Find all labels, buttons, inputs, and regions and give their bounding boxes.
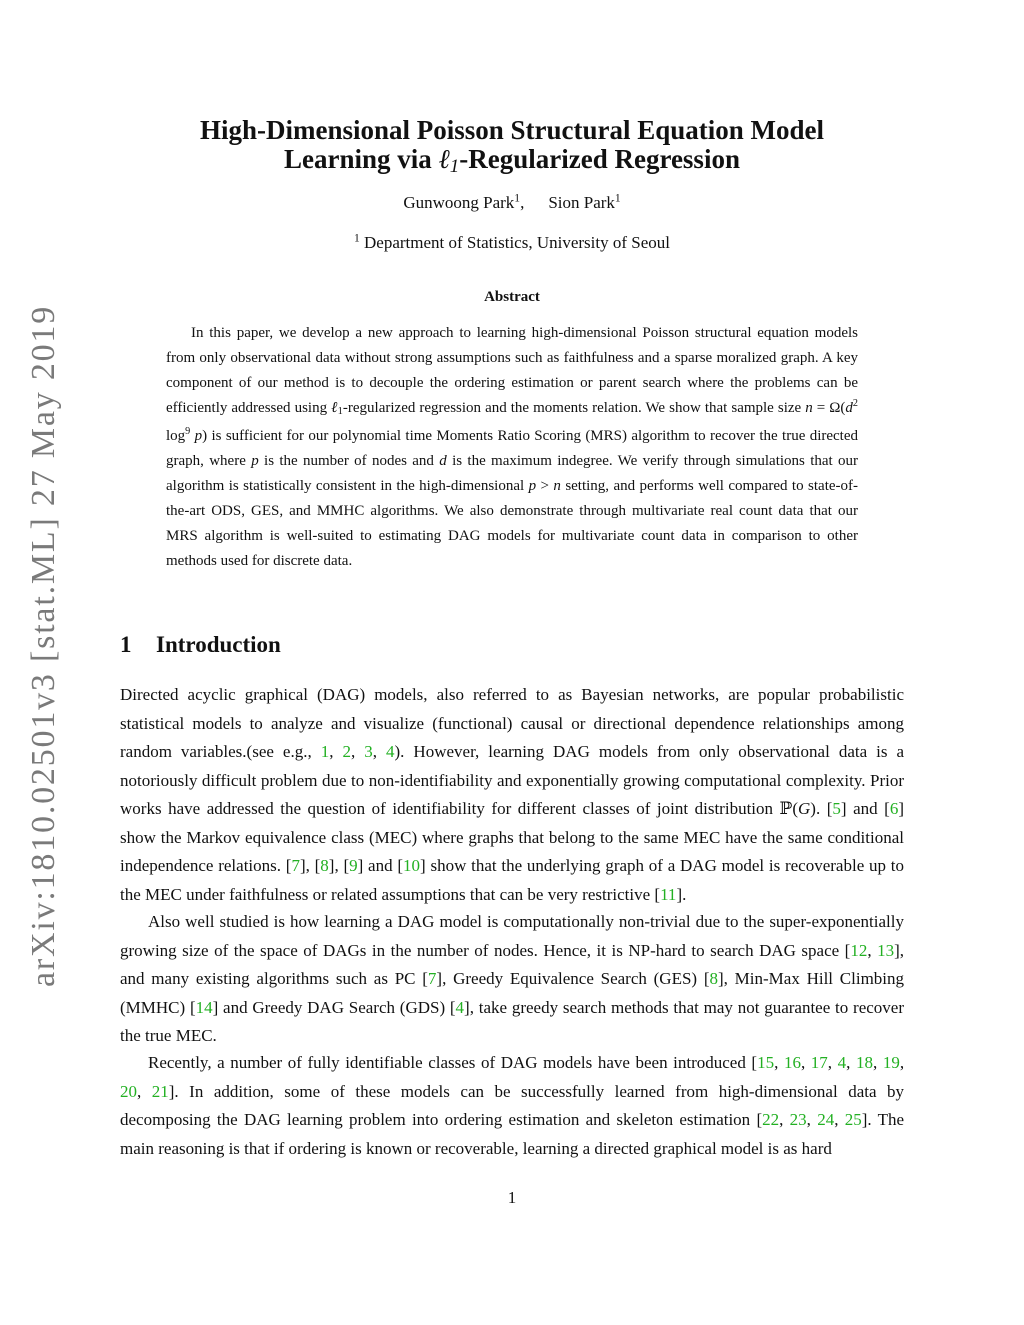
arxiv-identifier-stamp[interactable]: arXiv:1810.02501v3 [stat.ML] 27 May 2019 xyxy=(25,304,62,988)
citation-link[interactable]: 13 xyxy=(877,940,895,960)
section-heading-introduction xyxy=(120,632,281,658)
title-line-1: High-Dimensional Poisson Structural Equation Model xyxy=(199,115,825,145)
citation-link[interactable]: 4 xyxy=(386,742,395,761)
citation-link[interactable]: 17 xyxy=(810,1053,828,1072)
citation-link[interactable]: 20 xyxy=(120,1081,137,1101)
citation-link[interactable]: 6 xyxy=(889,799,899,818)
citation-link[interactable]: 4 xyxy=(837,1053,847,1072)
citation-link[interactable]: 5 xyxy=(832,799,841,818)
ell-symbol: ℓ$_1$ xyxy=(438,144,460,177)
math-joint-distribution: ℙ(G) xyxy=(779,799,816,818)
citation-link[interactable]: 21 xyxy=(151,1081,169,1101)
affiliation: $^1$ Department of Statistics, University of Seoul xyxy=(354,231,670,252)
citation-link[interactable]: 16 xyxy=(783,1053,801,1072)
section-title: Introduction xyxy=(156,632,281,657)
abstract-heading: Abstract xyxy=(484,289,540,305)
citation-link[interactable]: 1 xyxy=(320,742,330,761)
title-line-2: Learning via ℓ$_1$-Regularized Regression xyxy=(284,144,740,177)
citation-link[interactable]: 23 xyxy=(789,1110,807,1129)
citation-link[interactable]: 14 xyxy=(195,997,213,1017)
citation-link[interactable]: 8 xyxy=(709,969,718,988)
author-list xyxy=(120,193,904,213)
paper-title xyxy=(120,116,904,181)
citation-link[interactable]: 25 xyxy=(844,1110,862,1129)
page-number: 1 xyxy=(507,1188,517,1207)
citation-link[interactable]: 4 xyxy=(455,997,465,1017)
citation-link[interactable]: 9 xyxy=(349,856,358,875)
citation-link[interactable]: 7 xyxy=(291,856,300,875)
intro-paragraph-2: Also well studied is how learning a DAG model is computationally non-trivial due to the super-exponentially growing size of the space of DAGs in the number of nodes. Hence, it is NP-hard to search DAG space [12, 13], and many existing algorithms such as PC [7], Greedy Equivalence Search (GES) [8], Min-Max Hill Climbing (MMHC) [14] and Greedy DAG Search (GDS) [4], take greedy search methods that may not guarantee to recover the true MEC. xyxy=(120,912,905,1045)
citation-link[interactable]: 15 xyxy=(757,1053,775,1072)
citation-link[interactable]: 11 xyxy=(660,884,677,904)
author-name: Gunwoong Park$^1$, xyxy=(403,191,525,212)
author-name: Sion Park$^1$ xyxy=(548,191,621,212)
math-sample-size: $n = \Omega(d^2$ $\log^9 p$) xyxy=(166,398,858,445)
citation-link[interactable]: 3 xyxy=(364,742,373,761)
citation-link[interactable]: 2 xyxy=(342,742,351,761)
citation-link[interactable]: 24 xyxy=(817,1110,835,1129)
section-number: 1 xyxy=(120,632,132,657)
citation-link[interactable]: 8 xyxy=(320,856,329,875)
citation-link[interactable]: 18 xyxy=(855,1053,873,1072)
intro-paragraph-1: Directed acyclic graphical (DAG) models, also referred to as Bayesian networks, are popular probabilistic statistical models to analyze and visualize (functional) causal or directional dependence relationships among random variables.(see e.g., 1, 2, 3, 4). However, learning DAG models from only observational data is a notoriously difficult problem due to non-identifiability and exponentially growing computational complexity. Prior works have addressed the question of identifiability for different classes of joint distribution ℙ(G). [5] and [6] show the Markov equivalence class (MEC) where graphs that belong to the same MEC have the same conditional independence relations. [7], [8], [9] and [10] show that the underlying graph of a DAG model is recoverable up to the MEC under faithfulness or related assumptions that can be very restrictive [11]. xyxy=(120,685,905,904)
citation-link[interactable]: 19 xyxy=(882,1053,900,1072)
citation-link[interactable]: 12 xyxy=(850,940,868,960)
math-ell1: ℓ$_1$ xyxy=(331,400,343,418)
citation-link[interactable]: 7 xyxy=(427,969,437,988)
citation-link[interactable]: 10 xyxy=(403,856,421,875)
intro-paragraph-3: Recently, a number of fully identifiable classes of DAG models have been introduced [15, 16, 17, 4, 18, 19, 20, 21]. In addition, some of these models can be successfully learned from high-dimensional data by decomposing the DAG learning problem into ordering estimation and skeleton estimation [22, 23, 24, 25]. The main reasoning is that if ordering is known or recoverable, learning a directed graphical model is as hard xyxy=(120,1053,905,1158)
math-p-gt-n: p > n xyxy=(528,478,561,495)
citation-link[interactable]: 22 xyxy=(762,1110,780,1129)
abstract-text: In this paper, we develop a new approach to learning high-dimensional Poisson structural equation models from only observational data without strong assumptions such as faithfulness and a sparse moralized graph. A key component of our method is to decouple the ordering estimation or parent search where the problems can be efficiently addressed using ℓ$_1$-regularized regression and the moments relation. We show that sample size $n = \Omega(d^2$ $\log^9 p$) is sufficient for our polynomial time Moments Ratio Scoring (MRS) algorithm to recover the true directed graph, where p is the number of nodes and d is the maximum indegree. We verify through simulations that our algorithm is statistically consistent in the high-dimensional p > n setting, and performs well compared to state-of-the-art ODS, GES, and MMHC algorithms. We also demonstrate through multivariate real count data that our MRS algorithm is well-suited to estimating DAG models for multivariate count data in comparison to other methods used for discrete data. xyxy=(166,325,859,570)
